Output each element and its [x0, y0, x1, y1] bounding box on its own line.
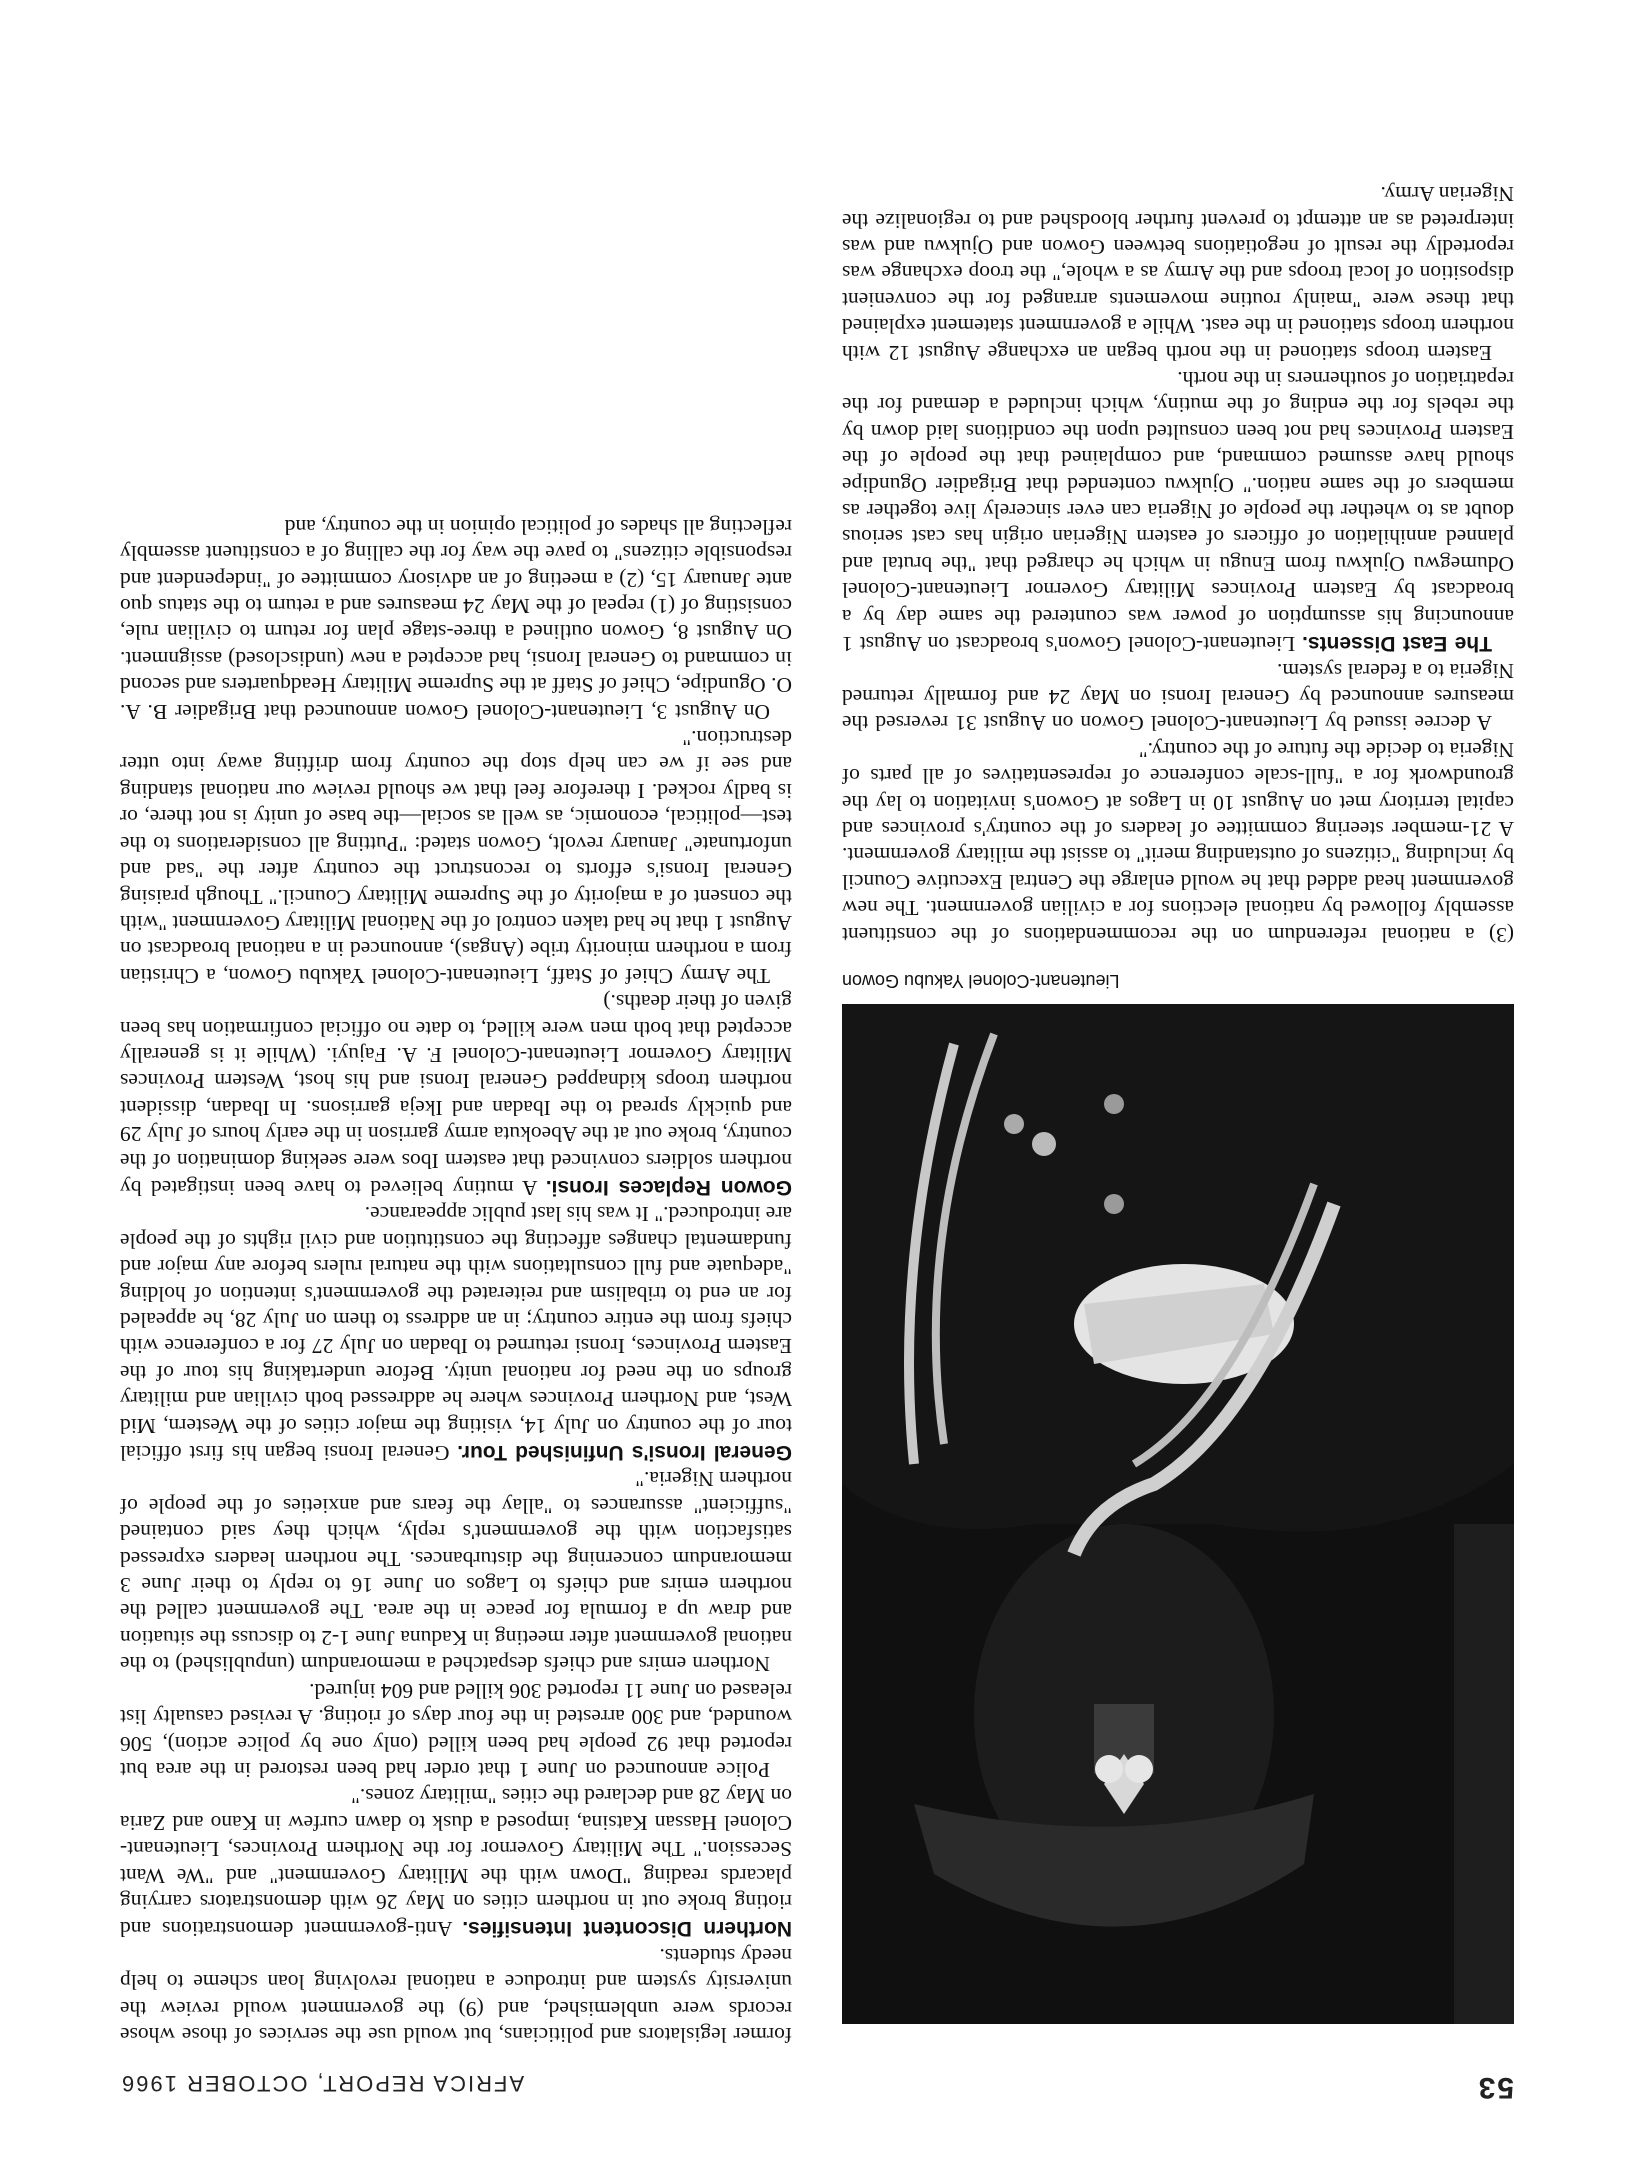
section-heading: General Ironsi's Unfinished Tour.	[457, 1441, 792, 1465]
running-head: AFRICA REPORT, OCTOBER 1966	[120, 2071, 525, 2096]
paragraph: Eastern troops stationed in the north began an exchange August 12 with northern troops stationed in the east. While a government statement explained that these were "mainly routine movements arranged for the convenient disposition of local troops and the Army as a whole," the troop exchange was reportedly the result of negotiations between Gowon and Ojukwu and was interpreted as an attempt to prevent further bloodshed and to regionalize the Nigerian Army.	[842, 182, 1514, 365]
paragraph: Lieutenant-Colonel Gowon's broadcast on August 1 announcing his assumption of power was countered the same day by a broadcast by Eastern Provinces Military Governor Lieutenant-Colonel Odumegwu Ojukwu from Enugu in which he charged that "the brutal and planned annihilation of officers of eastern Nigerian origin has cast serious doubt as to whether the people of Nigeria can ever sincerely live together as members of the same nation." Ojukwu contended that Brigadier Ogundipe should have assumed command, and complained that the people of the Eastern Provinces had not been consulted upon the conditions laid down by the rebels for the ending of the mutiny, which included a demand for the repatriation of southerners in the north.	[842, 367, 1514, 657]
left-column	[842, 181, 1514, 2048]
paragraph: The Army Chief of Staff, Lieutenant-Colonel Yakubu Gowon, a Christian from a northern minority tribe (Angas), announced in a national broadcast on August 1 that he had taken control of the National Military Government "with the consent of a majority of the Supreme Military Council." Though praising General Ironsi's efforts to reconstruct the country after the "sad and unfortunate" January revolt, Gowon stated: "Putting all considerations to the test—political, economic, as well as social—the base of unity is not there, or is badly rocked. I therefore feel that we should review our national standing and see if we can help stop the country from drifting away into utter destruction."	[120, 726, 792, 988]
paragraph: Anti-government demonstrations and rioting broke out in northern cities on May 26 with demonstrators carrying placards reading "Down with the Military Government" and "We Want Secession." The Military Governor for the Northern Provinces, Lieutenant-Colonel Hassan Katsina, imposed a dusk to dawn curfew in Kano and Zaria on May 28 and declared the cities "military zones."	[120, 1784, 792, 1942]
paragraph: General Ironsi began his first official tour of the country on July 14, visiting the major cities of the Western, Mid West, and Northern Provinces where he addressed both civilian and military groups on the need for national unity. Before undertaking his tour of the Eastern Provinces, Ironsi returned to Ibadan on July 27 for a conference with chiefs from the entire country; in an address to them on July 28, he appealed for an end to tribalism and reiterated the government's intention of holding "adequate and full consultations with the natural rulers before any major and fundamental changes affecting the constitution and civil rights of the people are introduced." It was his last public appearance.	[119, 1202, 792, 1466]
paragraph: On August 3, Lieutenant-Colonel Gowon announced that Brigadier B. A. O. Ogundipe, Chief of Staff at the Supreme Military Headquarters and second in command to General Ironsi, had accepted a new (undisclosed) assignment. On August 8, Gowon outlined a three-stage plan for return to civilian rule, consisting of (1) repeal of the May 24 measures and a return to the status quo ante January 15, (2) a meeting of an advisory committee of "independent and responsible citizens" to pave the way for the calling of a constituent assembly reflecting all shades of political opinion in the country, and	[120, 514, 792, 724]
paragraph: A mutiny believed to have been instigated by northern soldiers convinced that eastern Ibos were seeking domination of the country, broke out at the Abeokuta army garrison in the early hours of July 29 and quickly spread to the Ibadan and Ikeja garrisons. In Ibadan, dissident northern troops kidnapped General Ironsi and his host, Western Provinces Military Governor Lieutenant-Colonel F. A. Fajuyi. (While it is generally accepted that both men were killed, to date no official confirmation has been given of their deaths.)	[120, 990, 792, 1200]
paragraph: (3) a national referendum on the recommendations of the constituent assembly followed by national elections for a civilian government. The new government head added that he would enlarge the Central Executive Council by including "citizens of outstanding merit" to assist the military government. A 21-member steering committee of leaders of the country's provinces and capital territory met on August 10 in Lagos at Gowon's invitation to lay the groundwork for a "full-scale conference of representatives of all parts of Nigeria to decide the future of the country."	[842, 737, 1514, 947]
portrait-photo	[842, 1004, 1514, 2024]
section-heading: Northern Discontent Intensifies.	[462, 1917, 792, 1941]
photo-caption: Lieutenant-Colonel Yakubu Gowon	[842, 971, 1120, 991]
section-heading: The East Dissents.	[1302, 632, 1492, 656]
portrait-illustration	[842, 1004, 1514, 2024]
page-number: 53	[1476, 2071, 1514, 2104]
paragraph: Northern emirs and chiefs despatched a memorandum (unpublished) to the national government after meeting in Kaduna June 1-2 to discuss the situation and draw up a formula for peace in the area. The government called the northern emirs and chiefs to Lagos on June 16 to reply to their June 3 memorandum concerning the disturbances. The northern leaders expressed satisfaction with the government's reply, which they said contained "sufficient" assurances to "allay the fears and anxieties of the people of northern Nigeria."	[120, 1467, 792, 1677]
paragraph: A decree issued by Lieutenant-Colonel Gowon on August 31 reversed the measures announced by General Ironsi on May 24 and formally returned Nigeria to a federal system.	[842, 658, 1514, 736]
section-heading: Gowon Replaces Ironsi.	[545, 1176, 792, 1199]
paragraph: former legislators and politicians, but would use the services of those whose records were unblemished, and (9) the government would review the university system and introduce a national revolving loan scheme to help needy students.	[120, 1943, 792, 2047]
paragraph: Police announced on June 1 that order had been restored in the area but reported that 92 people had been killed (only one by police action), 506 wounded, and 300 arrested in the four days of rioting. A revised casualty list released on June 11 reported 306 killed and 604 injured.	[120, 1678, 792, 1782]
right-column	[120, 513, 792, 2048]
